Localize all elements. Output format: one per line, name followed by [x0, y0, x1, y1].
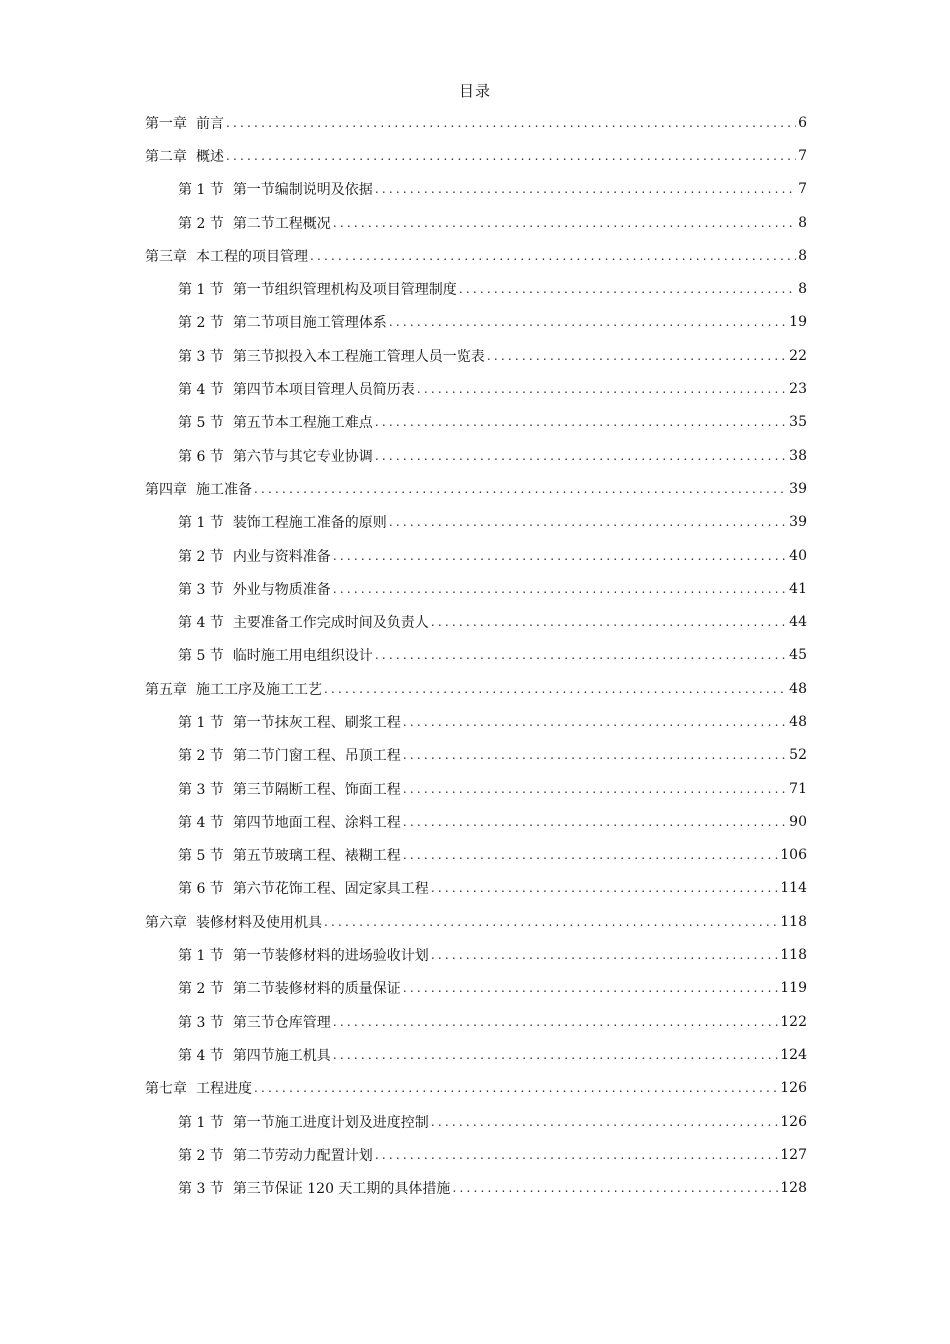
toc-entry-title: 第一节抹灰工程、刷浆工程 [232, 714, 401, 731]
toc-section-entry[interactable] [178, 1105, 807, 1138]
toc-entry-title: 第一节编制说明及依据 [232, 182, 373, 199]
toc-dot-leader [403, 815, 787, 829]
toc-dot-leader [403, 782, 787, 796]
toc-entry-title: 第一节施工进度计划及进度控制 [232, 1114, 429, 1131]
toc-entry-number: 第 3 节 [178, 581, 224, 598]
toc-entry-label [145, 246, 308, 266]
toc-entry-number: 第 2 节 [178, 315, 224, 332]
toc-entry-title: 施工准备 [196, 481, 252, 498]
toc-page-number: 45 [789, 647, 807, 664]
toc-dot-leader [254, 1081, 778, 1095]
toc-entry-title: 本工程的项目管理 [196, 248, 308, 265]
toc-entry-title: 第一节装修材料的进场验收计划 [232, 948, 429, 965]
toc-dot-leader [254, 482, 787, 496]
toc-entry-label [145, 113, 224, 133]
toc-entry-number: 第 4 节 [178, 382, 224, 399]
toc-section-entry[interactable] [178, 173, 807, 206]
toc-entry-title: 第四节施工机具 [232, 1047, 331, 1064]
toc-page-number: 41 [789, 580, 807, 597]
toc-section-entry[interactable] [178, 1038, 807, 1071]
toc-entry-title: 第四节本项目管理人员简历表 [232, 382, 415, 399]
toc-entry-number: 第 1 节 [178, 282, 224, 299]
toc-dot-leader [226, 149, 796, 163]
toc-entry-number: 第 4 节 [178, 814, 224, 831]
toc-entry-label [178, 1178, 450, 1198]
toc-section-entry[interactable] [178, 1138, 807, 1171]
toc-dot-leader [403, 748, 787, 762]
toc-entry-title: 装饰工程施工准备的原则 [232, 515, 387, 532]
toc-dot-leader [324, 915, 778, 929]
toc-entry-label [145, 479, 252, 499]
toc-page-number: 126 [780, 1080, 807, 1097]
toc-dot-leader [333, 216, 796, 230]
toc-entry-number: 第 1 节 [178, 182, 224, 199]
toc-entry-number: 第 3 节 [178, 1014, 224, 1031]
toc-entry-label [178, 745, 401, 765]
toc-entry-label [178, 645, 373, 665]
toc-page-number: 106 [780, 847, 807, 864]
toc-entry-title: 第四节地面工程、涂料工程 [232, 814, 401, 831]
toc-section-entry[interactable] [178, 306, 807, 339]
toc-section-entry[interactable] [178, 772, 807, 805]
toc-page-number: 8 [798, 214, 807, 231]
toc-entry-title: 外业与物质准备 [232, 581, 331, 598]
toc-entry-label [178, 379, 415, 399]
toc-entry-title: 概述 [196, 148, 224, 165]
toc-page-number: 119 [780, 980, 807, 997]
toc-section-entry[interactable] [178, 439, 807, 472]
toc-chapter-entry[interactable] [145, 139, 807, 172]
toc-dot-leader [375, 415, 787, 429]
toc-page-number: 90 [789, 813, 807, 830]
toc-entry-number: 第 1 节 [178, 515, 224, 532]
toc-entry-title: 第五节玻璃工程、裱糊工程 [232, 848, 401, 865]
toc-page-number: 38 [789, 447, 807, 464]
toc-section-entry[interactable] [178, 272, 807, 305]
toc-chapter-entry[interactable] [145, 106, 807, 139]
toc-entry-number: 第三章 [145, 248, 187, 265]
toc-dot-leader [310, 249, 796, 263]
toc-entry-label [145, 146, 224, 166]
toc-entry-label [178, 845, 401, 865]
toc-dot-leader [333, 582, 787, 596]
toc-entry-number: 第 2 节 [178, 1147, 224, 1164]
toc-entry-number: 第 4 节 [178, 1047, 224, 1064]
toc-page-number: 128 [780, 1180, 807, 1197]
toc-page-number: 44 [789, 614, 807, 631]
toc-entry-number: 第 2 节 [178, 548, 224, 565]
toc-entry-title: 第三节隔断工程、饰面工程 [232, 781, 401, 798]
toc-entry-number: 第 3 节 [178, 1181, 224, 1198]
toc-entry-label [145, 912, 322, 932]
toc-dot-leader [226, 116, 796, 130]
toc-section-entry[interactable] [178, 972, 807, 1005]
toc-entry-number: 第 6 节 [178, 448, 224, 465]
toc-dot-leader [333, 1015, 778, 1029]
toc-entry-title: 临时施工用电组织设计 [232, 648, 373, 665]
toc-entry-label [178, 945, 429, 965]
toc-list [0, 106, 950, 1205]
toc-page-number: 8 [798, 281, 807, 298]
toc-entry-title: 第六节与其它专业协调 [232, 448, 373, 465]
toc-entry-number: 第 5 节 [178, 415, 224, 432]
toc-section-entry[interactable] [178, 805, 807, 838]
toc-section-entry[interactable] [178, 872, 807, 905]
toc-chapter-entry[interactable] [145, 672, 807, 705]
toc-entry-number: 第四章 [145, 481, 187, 498]
toc-dot-leader [375, 449, 787, 463]
toc-title: 目录 [458, 82, 491, 100]
toc-dot-leader [431, 1115, 778, 1129]
toc-section-entry[interactable] [178, 1172, 807, 1205]
toc-page-number: 71 [789, 780, 807, 797]
toc-entry-label [178, 1145, 373, 1165]
toc-dot-leader [487, 349, 787, 363]
toc-entry-title: 第三节保证 120 天工期的具体措施 [232, 1181, 451, 1198]
toc-entry-label [178, 712, 401, 732]
toc-page-number: 35 [789, 414, 807, 431]
toc-dot-leader [375, 1148, 778, 1162]
toc-dot-leader [375, 182, 796, 196]
toc-section-entry[interactable] [178, 639, 807, 672]
toc-entry-title: 施工工序及施工工艺 [196, 681, 322, 698]
toc-entry-label [145, 1078, 252, 1098]
toc-dot-leader [459, 282, 796, 296]
toc-page-number: 7 [798, 147, 807, 164]
toc-page-number: 52 [789, 747, 807, 764]
toc-dot-leader [403, 981, 778, 995]
toc-page-number: 7 [798, 181, 807, 198]
toc-dot-leader [431, 948, 778, 962]
toc-entry-label [178, 546, 331, 566]
toc-entry-number: 第 2 节 [178, 748, 224, 765]
toc-dot-leader [403, 848, 778, 862]
toc-entry-number: 第 3 节 [178, 781, 224, 798]
toc-dot-leader [333, 549, 787, 563]
toc-dot-leader [375, 648, 787, 662]
toc-entry-label [178, 512, 387, 532]
toc-page-number: 118 [780, 947, 807, 964]
toc-section-entry[interactable] [178, 339, 807, 372]
toc-page-number: 114 [780, 880, 807, 897]
toc-chapter-entry[interactable] [145, 905, 807, 938]
toc-entry-title: 第二节项目施工管理体系 [232, 315, 387, 332]
toc-section-entry[interactable] [178, 206, 807, 239]
toc-entry-label [178, 1012, 331, 1032]
toc-section-entry[interactable] [178, 938, 807, 971]
toc-entry-number: 第 1 节 [178, 1114, 224, 1131]
toc-entry-label [178, 279, 457, 299]
toc-entry-number: 第 1 节 [178, 714, 224, 731]
toc-entry-label [178, 1045, 331, 1065]
toc-page-number: 19 [789, 314, 807, 331]
toc-entry-title: 第一节组织管理机构及项目管理制度 [232, 282, 457, 299]
toc-entry-label [178, 1112, 429, 1132]
toc-dot-leader [403, 715, 787, 729]
toc-entry-title: 第二节装修材料的质量保证 [232, 981, 401, 998]
toc-entry-number: 第 6 节 [178, 881, 224, 898]
toc-entry-label [178, 612, 429, 632]
toc-page-number: 39 [789, 480, 807, 497]
toc-entry-title: 第六节花饰工程、固定家具工程 [232, 881, 429, 898]
toc-section-entry[interactable] [178, 739, 807, 772]
toc-section-entry[interactable] [178, 1005, 807, 1038]
toc-dot-leader [452, 1181, 778, 1195]
toc-section-entry[interactable] [178, 406, 807, 439]
toc-entry-label [178, 346, 485, 366]
toc-entry-number: 第五章 [145, 681, 187, 698]
toc-entry-number: 第 2 节 [178, 215, 224, 232]
toc-page-number: 122 [780, 1013, 807, 1030]
toc-entry-title: 第二节劳动力配置计划 [232, 1147, 373, 1164]
toc-page-number: 48 [789, 680, 807, 697]
toc-section-entry[interactable] [178, 572, 807, 605]
toc-entry-number: 第 5 节 [178, 848, 224, 865]
toc-entry-title: 第二节门窗工程、吊顶工程 [232, 748, 401, 765]
toc-dot-leader [431, 881, 778, 895]
toc-entry-title: 主要准备工作完成时间及负责人 [232, 615, 429, 632]
toc-entry-number: 第 2 节 [178, 981, 224, 998]
toc-page-number: 22 [789, 347, 807, 364]
toc-entry-title: 第五节本工程施工难点 [232, 415, 373, 432]
toc-entry-title: 前言 [196, 115, 224, 132]
toc-dot-leader [389, 315, 787, 329]
toc-section-entry[interactable] [178, 539, 807, 572]
toc-entry-number: 第 4 节 [178, 615, 224, 632]
toc-page-number: 118 [780, 913, 807, 930]
toc-entry-number: 第 5 节 [178, 648, 224, 665]
toc-entry-number: 第七章 [145, 1081, 187, 1098]
toc-entry-number: 第六章 [145, 914, 187, 931]
toc-page-number: 40 [789, 547, 807, 564]
toc-section-entry[interactable] [178, 839, 807, 872]
toc-entry-label [178, 312, 387, 332]
toc-chapter-entry[interactable] [145, 239, 807, 272]
toc-section-entry[interactable] [178, 372, 807, 405]
toc-page-number: 48 [789, 713, 807, 730]
toc-dot-leader [389, 515, 787, 529]
toc-page-number: 127 [780, 1146, 807, 1163]
toc-entry-label [145, 679, 322, 699]
toc-dot-leader [431, 615, 787, 629]
toc-entry-number: 第一章 [145, 115, 187, 132]
toc-page-number: 8 [798, 247, 807, 264]
toc-entry-title: 第三节仓库管理 [232, 1014, 331, 1031]
toc-page-number: 6 [798, 114, 807, 131]
toc-page-number: 126 [780, 1113, 807, 1130]
toc-chapter-entry[interactable] [145, 472, 807, 505]
toc-entry-number: 第 1 节 [178, 948, 224, 965]
toc-section-entry[interactable] [178, 705, 807, 738]
toc-dot-leader [417, 382, 787, 396]
toc-entry-label [178, 779, 401, 799]
toc-entry-title: 装修材料及使用机具 [196, 914, 322, 931]
toc-entry-label [178, 412, 373, 432]
toc-page-number: 124 [780, 1046, 807, 1063]
toc-dot-leader [333, 1048, 778, 1062]
toc-entry-label [178, 579, 331, 599]
toc-entry-number: 第 3 节 [178, 348, 224, 365]
toc-entry-label [178, 978, 401, 998]
toc-section-entry[interactable] [178, 605, 807, 638]
toc-chapter-entry[interactable] [145, 1072, 807, 1105]
toc-entry-label [178, 179, 373, 199]
toc-entry-label [178, 812, 401, 832]
toc-entry-label [178, 878, 429, 898]
toc-page-number: 23 [789, 381, 807, 398]
toc-entry-title: 工程进度 [196, 1081, 252, 1098]
toc-dot-leader [324, 682, 787, 696]
toc-entry-title: 内业与资料准备 [232, 548, 331, 565]
toc-entry-number: 第二章 [145, 148, 187, 165]
toc-entry-title: 第二节工程概况 [232, 215, 331, 232]
toc-page-number: 39 [789, 514, 807, 531]
toc-entry-title: 第三节拟投入本工程施工管理人员一览表 [232, 348, 485, 365]
toc-entry-label [178, 213, 331, 233]
toc-entry-label [178, 446, 373, 466]
toc-section-entry[interactable] [178, 506, 807, 539]
